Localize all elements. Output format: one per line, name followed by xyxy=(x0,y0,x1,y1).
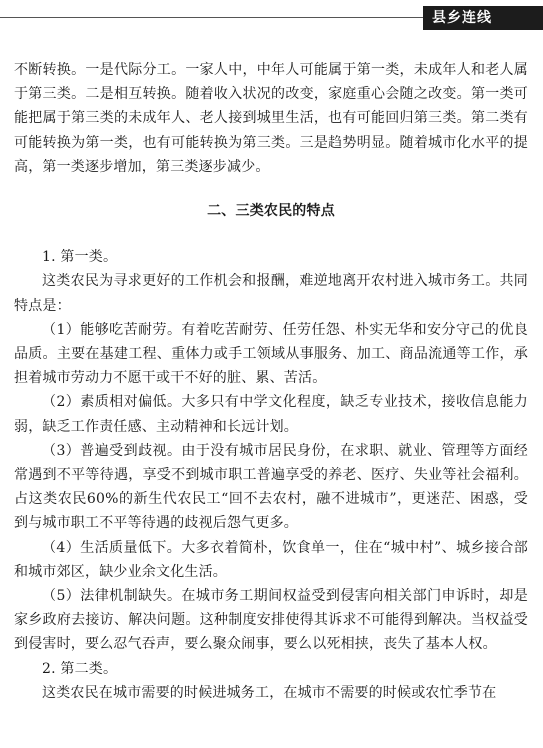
page-body xyxy=(14,58,528,705)
paragraph: （4）生活质量低下。大多衣着简朴，饮食单一，住在“城中村”、城乡接合部和城市郊区，缺少业余文化生活。 xyxy=(14,539,528,580)
paragraph: （3）普遍受到歧视。由于没有城市居民身份，在求职、就业、管理等方面经常遇到不平等待遇，享受不到城市职工普遍享受的养老、医疗、失业等社会福利。占这类农民60%的新生代农民工“回不去农村，融不进城市”，更迷茫、困惑，受到与城市职工不平等待遇的歧视后怨气更多。 xyxy=(14,442,528,532)
item-heading: 2. 第二类。 xyxy=(42,660,118,677)
paragraph: （2）素质相对偏低。大多只有中学文化程度，缺乏专业技术，接收信息能力弱，缺乏工作责任感、主动精神和长远计划。 xyxy=(14,394,528,435)
header-rule xyxy=(0,17,423,18)
item-heading: 1. 第一类。 xyxy=(42,249,118,266)
paragraph: （5）法律机制缺失。在城市务工期间权益受到侵害向相关部门申诉时，却是家乡政府去接访、解决问题。这种制度安排使得其诉求不可能得到解决。当权益受到侵害时，要么忍气吞声，要么聚众闹事，要么以死相挟，丧失了基本人权。 xyxy=(14,588,528,653)
paragraph: （1）能够吃苦耐劳。有着吃苦耐劳、任劳任怨、朴实无华和安分守己的优良品质。主要在基建工程、重体力或手工领域从事服务、加工、商品流通等工作，承担着城市劳动力不愿干或干不好的脏、累、苦活。 xyxy=(14,321,528,387)
paragraph: 这类农民为寻求更好的工作机会和报酬，难逆地离开农村进入城市务工。共同特点是： xyxy=(14,273,528,314)
paragraph: 这类农民在城市需要的时候进城务工，在城市不需要的时候或农忙季节在 xyxy=(42,684,497,701)
section-title: 二、三类农民的特点 xyxy=(207,203,335,220)
running-header-tab: 县乡连线 xyxy=(423,6,543,30)
intro-paragraph: 不断转换。一是代际分工。一家人中，中年人可能属于第一类，未成年人和老人属于第三类。二是相互转换。随着收入状况的改变，家庭重心会随之改变。第一类可能把属于第三类的未成年人、老人接到城里生活，也有可能回归第三类。第二类有可能转换为第一类，也有可能转换为第三类。三是趋势明显。随着城市化水平的提高，第一类逐步增加，第三类逐步减少。 xyxy=(14,62,528,175)
